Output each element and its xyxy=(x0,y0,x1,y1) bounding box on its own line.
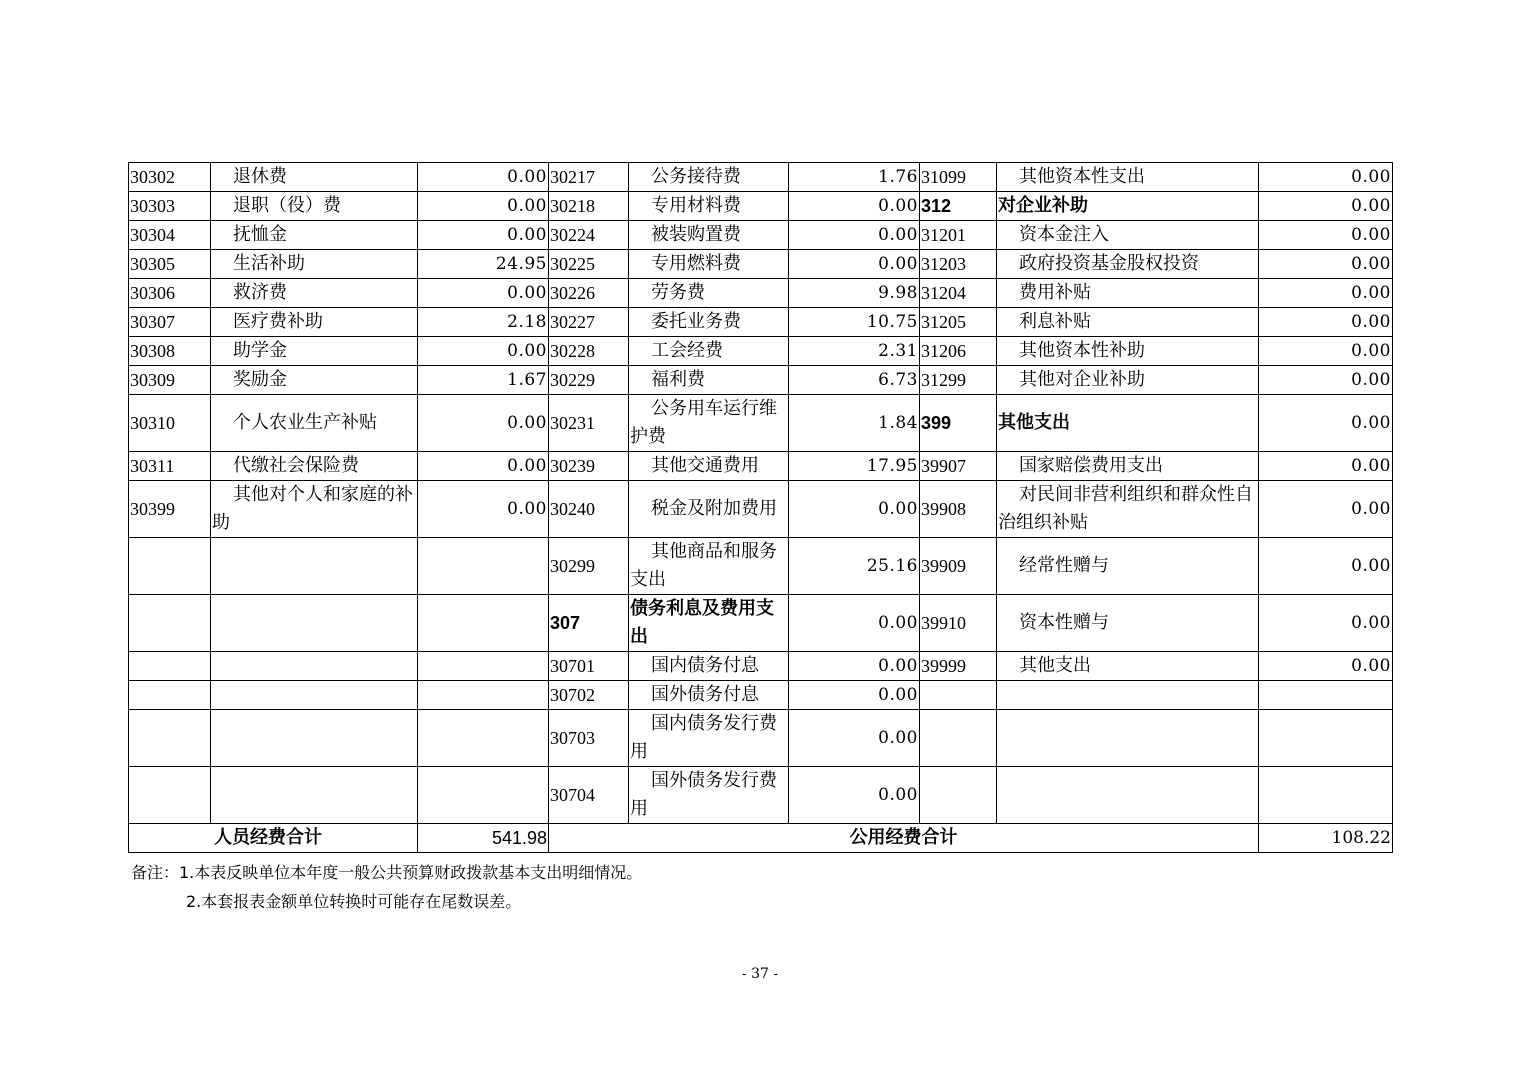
public-code: 30704 xyxy=(549,767,629,824)
public-item: 委托业务费 xyxy=(629,308,789,337)
table-body xyxy=(129,163,1393,853)
other-amount xyxy=(1259,681,1393,710)
table-row xyxy=(129,538,1393,595)
public-item: 劳务费 xyxy=(629,279,789,308)
personnel-code: 30303 xyxy=(129,192,211,221)
table-row xyxy=(129,221,1393,250)
public-code: 30703 xyxy=(549,710,629,767)
other-item: 国家赔偿费用支出 xyxy=(997,452,1259,481)
personnel-item: 个人农业生产补贴 xyxy=(211,395,418,452)
public-item: 公务用车运行维护费 xyxy=(629,395,789,452)
personnel-item: 退休费 xyxy=(211,163,418,192)
personnel-code xyxy=(129,652,211,681)
personnel-item: 奖励金 xyxy=(211,366,418,395)
other-amount: 0.00 xyxy=(1259,452,1393,481)
other-code: 31205 xyxy=(920,308,997,337)
personnel-code: 30308 xyxy=(129,337,211,366)
personnel-code xyxy=(129,681,211,710)
public-code: 30239 xyxy=(549,452,629,481)
public-code: 30226 xyxy=(549,279,629,308)
public-code: 30701 xyxy=(549,652,629,681)
other-amount: 0.00 xyxy=(1259,308,1393,337)
other-item: 其他资本性支出 xyxy=(997,163,1259,192)
other-code: 39907 xyxy=(920,452,997,481)
other-item: 利息补贴 xyxy=(997,308,1259,337)
public-item: 工会经费 xyxy=(629,337,789,366)
table-row xyxy=(129,395,1393,452)
note-line-1: 备注：1.本表反映单位本年度一般公共预算财政拨款基本支出明细情况。 xyxy=(131,863,643,882)
personnel-item: 代缴社会保险费 xyxy=(211,452,418,481)
personnel-amount: 0.00 xyxy=(418,395,549,452)
personnel-code: 30306 xyxy=(129,279,211,308)
other-code: 31204 xyxy=(920,279,997,308)
personnel-amount: 24.95 xyxy=(418,250,549,279)
public-code: 30228 xyxy=(549,337,629,366)
table-row xyxy=(129,250,1393,279)
other-amount: 0.00 xyxy=(1259,279,1393,308)
public-item: 国内债务付息 xyxy=(629,652,789,681)
public-amount: 0.00 xyxy=(789,250,920,279)
other-code: 39908 xyxy=(920,481,997,538)
other-code: 312 xyxy=(920,192,997,221)
personnel-amount: 0.00 xyxy=(418,192,549,221)
personnel-amount xyxy=(418,595,549,652)
personnel-amount xyxy=(418,538,549,595)
other-item xyxy=(997,767,1259,824)
other-amount: 0.00 xyxy=(1259,163,1393,192)
note-line-2: 2.本套报表金额单位转换时可能存在尾数误差。 xyxy=(186,892,522,911)
public-item: 其他交通费用 xyxy=(629,452,789,481)
other-amount: 0.00 xyxy=(1259,366,1393,395)
personnel-code xyxy=(129,538,211,595)
personnel-item xyxy=(211,595,418,652)
personnel-item xyxy=(211,767,418,824)
other-amount: 0.00 xyxy=(1259,250,1393,279)
other-amount: 0.00 xyxy=(1259,337,1393,366)
public-code: 30225 xyxy=(549,250,629,279)
personnel-code xyxy=(129,595,211,652)
personnel-amount: 0.00 xyxy=(418,452,549,481)
public-amount: 0.00 xyxy=(789,767,920,824)
table-row xyxy=(129,595,1393,652)
other-item: 费用补贴 xyxy=(997,279,1259,308)
public-code: 30224 xyxy=(549,221,629,250)
public-item: 被装购置费 xyxy=(629,221,789,250)
public-total-amount: 108.22 xyxy=(1259,824,1393,853)
personnel-code: 30304 xyxy=(129,221,211,250)
table-row xyxy=(129,452,1393,481)
other-amount: 0.00 xyxy=(1259,595,1393,652)
other-item: 对民间非营利组织和群众性自治组织补贴 xyxy=(997,481,1259,538)
personnel-item xyxy=(211,681,418,710)
personnel-amount: 0.00 xyxy=(418,279,549,308)
table-row xyxy=(129,279,1393,308)
public-item: 国外债务发行费用 xyxy=(629,767,789,824)
page-number: - 37 - xyxy=(741,966,779,982)
public-amount: 1.84 xyxy=(789,395,920,452)
table-notes xyxy=(131,858,642,916)
other-item: 其他对企业补助 xyxy=(997,366,1259,395)
other-item: 其他支出 xyxy=(997,652,1259,681)
personnel-total-amount: 541.98 xyxy=(418,824,549,853)
personnel-item xyxy=(211,710,418,767)
personnel-amount xyxy=(418,652,549,681)
other-amount: 0.00 xyxy=(1259,481,1393,538)
personnel-code: 30310 xyxy=(129,395,211,452)
personnel-item xyxy=(211,652,418,681)
personnel-item: 退职（役）费 xyxy=(211,192,418,221)
personnel-item: 抚恤金 xyxy=(211,221,418,250)
personnel-amount: 2.18 xyxy=(418,308,549,337)
other-code: 39909 xyxy=(920,538,997,595)
public-amount: 0.00 xyxy=(789,652,920,681)
personnel-item: 其他对个人和家庭的补助 xyxy=(211,481,418,538)
public-amount: 10.75 xyxy=(789,308,920,337)
personnel-code xyxy=(129,767,211,824)
public-item: 国外债务付息 xyxy=(629,681,789,710)
public-amount: 6.73 xyxy=(789,366,920,395)
expenditure-detail-table xyxy=(128,162,1393,853)
public-total-label: 公用经费合计 xyxy=(549,824,1259,853)
public-item: 专用材料费 xyxy=(629,192,789,221)
table-row xyxy=(129,192,1393,221)
other-item: 对企业补助 xyxy=(997,192,1259,221)
other-amount: 0.00 xyxy=(1259,652,1393,681)
table-row xyxy=(129,163,1393,192)
personnel-item xyxy=(211,538,418,595)
public-code: 30231 xyxy=(549,395,629,452)
public-amount: 9.98 xyxy=(789,279,920,308)
public-item: 国内债务发行费用 xyxy=(629,710,789,767)
public-code: 30218 xyxy=(549,192,629,221)
other-code: 399 xyxy=(920,395,997,452)
personnel-code: 30305 xyxy=(129,250,211,279)
other-item: 政府投资基金股权投资 xyxy=(997,250,1259,279)
public-amount: 17.95 xyxy=(789,452,920,481)
public-code: 30229 xyxy=(549,366,629,395)
public-amount: 0.00 xyxy=(789,192,920,221)
public-amount: 0.00 xyxy=(789,221,920,250)
personnel-item: 医疗费补助 xyxy=(211,308,418,337)
other-item xyxy=(997,710,1259,767)
table-row xyxy=(129,337,1393,366)
personnel-amount: 1.67 xyxy=(418,366,549,395)
public-code: 30240 xyxy=(549,481,629,538)
public-code: 30299 xyxy=(549,538,629,595)
public-amount: 0.00 xyxy=(789,710,920,767)
public-code: 307 xyxy=(549,595,629,652)
other-amount: 0.00 xyxy=(1259,538,1393,595)
other-amount: 0.00 xyxy=(1259,192,1393,221)
other-item: 资本金注入 xyxy=(997,221,1259,250)
public-amount: 0.00 xyxy=(789,481,920,538)
other-code: 31203 xyxy=(920,250,997,279)
public-amount: 0.00 xyxy=(789,595,920,652)
other-code: 31299 xyxy=(920,366,997,395)
public-item: 税金及附加费用 xyxy=(629,481,789,538)
public-code: 30227 xyxy=(549,308,629,337)
other-code: 31099 xyxy=(920,163,997,192)
personnel-item: 助学金 xyxy=(211,337,418,366)
public-item: 专用燃料费 xyxy=(629,250,789,279)
other-code: 39999 xyxy=(920,652,997,681)
personnel-code: 30311 xyxy=(129,452,211,481)
personnel-item: 救济费 xyxy=(211,279,418,308)
other-code xyxy=(920,681,997,710)
personnel-item: 生活补助 xyxy=(211,250,418,279)
public-amount: 1.76 xyxy=(789,163,920,192)
table-row xyxy=(129,681,1393,710)
personnel-amount: 0.00 xyxy=(418,481,549,538)
public-amount: 0.00 xyxy=(789,681,920,710)
public-item: 其他商品和服务支出 xyxy=(629,538,789,595)
table-row xyxy=(129,366,1393,395)
other-amount xyxy=(1259,767,1393,824)
table-row xyxy=(129,481,1393,538)
personnel-total-label: 人员经费合计 xyxy=(129,824,418,853)
other-amount: 0.00 xyxy=(1259,395,1393,452)
table-row xyxy=(129,767,1393,824)
personnel-code: 30399 xyxy=(129,481,211,538)
personnel-amount xyxy=(418,767,549,824)
personnel-amount: 0.00 xyxy=(418,221,549,250)
totals-row xyxy=(129,824,1393,853)
other-item: 经常性赠与 xyxy=(997,538,1259,595)
other-code xyxy=(920,767,997,824)
personnel-amount: 0.00 xyxy=(418,163,549,192)
other-item: 资本性赠与 xyxy=(997,595,1259,652)
other-item: 其他支出 xyxy=(997,395,1259,452)
other-amount xyxy=(1259,710,1393,767)
table-row xyxy=(129,652,1393,681)
personnel-code: 30309 xyxy=(129,366,211,395)
other-code xyxy=(920,710,997,767)
public-amount: 2.31 xyxy=(789,337,920,366)
personnel-code: 30307 xyxy=(129,308,211,337)
table-row xyxy=(129,308,1393,337)
other-code: 31206 xyxy=(920,337,997,366)
public-amount: 25.16 xyxy=(789,538,920,595)
other-item xyxy=(997,681,1259,710)
public-item: 福利费 xyxy=(629,366,789,395)
public-item: 公务接待费 xyxy=(629,163,789,192)
public-code: 30217 xyxy=(549,163,629,192)
other-code: 31201 xyxy=(920,221,997,250)
other-amount: 0.00 xyxy=(1259,221,1393,250)
other-item: 其他资本性补助 xyxy=(997,337,1259,366)
personnel-amount xyxy=(418,681,549,710)
personnel-code xyxy=(129,710,211,767)
public-item: 债务利息及费用支出 xyxy=(629,595,789,652)
personnel-amount xyxy=(418,710,549,767)
personnel-code: 30302 xyxy=(129,163,211,192)
other-code: 39910 xyxy=(920,595,997,652)
table-row xyxy=(129,710,1393,767)
personnel-amount: 0.00 xyxy=(418,337,549,366)
public-code: 30702 xyxy=(549,681,629,710)
